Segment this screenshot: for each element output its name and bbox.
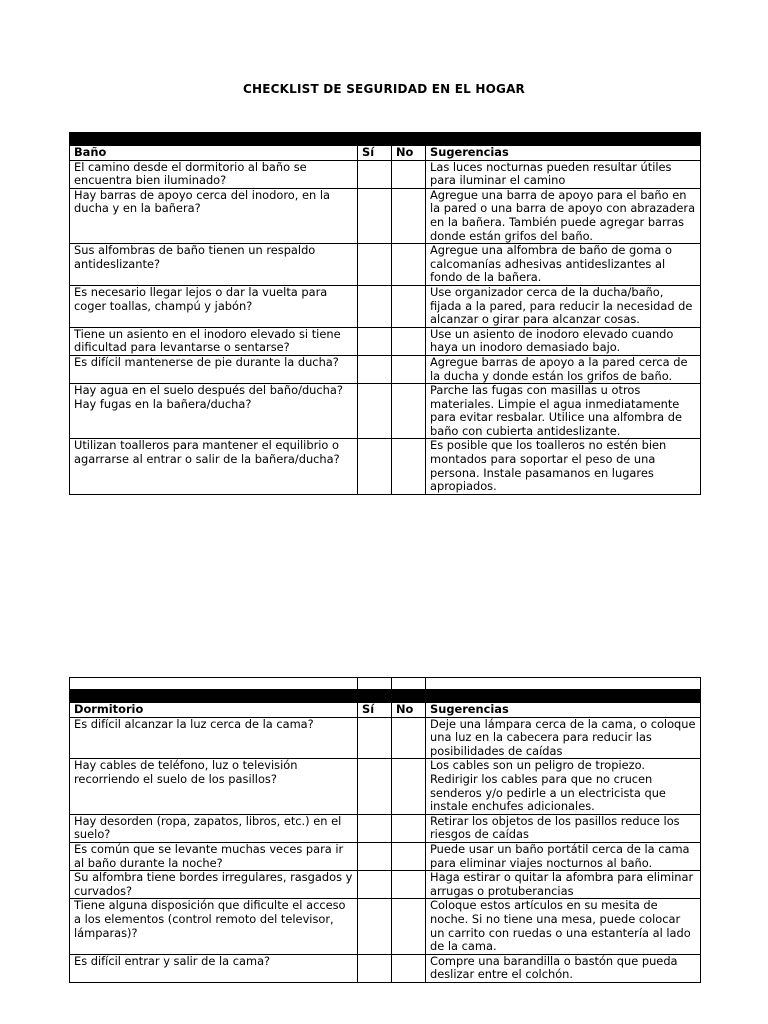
no-checkbox-cell[interactable] bbox=[392, 384, 426, 439]
table-row bbox=[70, 871, 701, 899]
header-topic: Baño bbox=[70, 146, 358, 161]
no-checkbox-cell[interactable] bbox=[392, 759, 426, 814]
no-checkbox-cell[interactable] bbox=[392, 327, 426, 355]
question-cell: Es difícil alcanzar la luz cerca de la cama? bbox=[70, 717, 358, 759]
dormitorio-checklist-table bbox=[69, 677, 701, 983]
header-yes: Sí bbox=[358, 146, 392, 161]
question-cell: Es común que se levante muchas veces para ir al baño durante la noche? bbox=[70, 842, 358, 870]
table-row bbox=[70, 954, 701, 982]
table-row bbox=[70, 355, 701, 383]
question-cell: Sus alfombras de baño tienen un respaldo antideslizante? bbox=[70, 244, 358, 286]
no-checkbox-cell[interactable] bbox=[392, 717, 426, 759]
no-checkbox-cell[interactable] bbox=[392, 160, 426, 188]
suggestion-cell: Deje una lámpara cerca de la cama, o coloque una luz en la cabecera para reducir las posibilidades de caídas bbox=[426, 717, 701, 759]
suggestion-cell: Puede usar un baño portátil cerca de la cama para eliminar viajes nocturnos al baño. bbox=[426, 842, 701, 870]
bano-checklist-table bbox=[69, 132, 701, 495]
suggestion-cell: Agregue una alfombra de baño de goma o calcomanías adhesivas antideslizantes al fondo de la bañera. bbox=[426, 244, 701, 286]
table-top-bar bbox=[70, 690, 701, 703]
header-no: No bbox=[392, 703, 426, 718]
yes-checkbox-cell[interactable] bbox=[358, 439, 392, 494]
question-cell: El camino desde el dormitorio al baño se encuentra bien iluminado? bbox=[70, 160, 358, 188]
yes-checkbox-cell[interactable] bbox=[358, 384, 392, 439]
no-checkbox-cell[interactable] bbox=[392, 954, 426, 982]
question-cell: Tiene un asiento en el inodoro elevado si tiene dificultad para levantarse o sentarse? bbox=[70, 327, 358, 355]
question-cell: Utilizan toalleros para mantener el equilibrio o agarrarse al entrar o salir de la bañera/ducha? bbox=[70, 439, 358, 494]
table-row bbox=[70, 188, 701, 243]
table-empty-row bbox=[70, 678, 701, 690]
yes-checkbox-cell[interactable] bbox=[358, 188, 392, 243]
question-cell: Hay cables de teléfono, luz o televisión recorriendo el suelo de los pasillos? bbox=[70, 759, 358, 814]
table-row bbox=[70, 439, 701, 494]
question-cell: Es difícil entrar y salir de la cama? bbox=[70, 954, 358, 982]
suggestion-cell: Compre una barandilla o bastón que pueda deslizar entre el colchón. bbox=[426, 954, 701, 982]
header-suggestions: Sugerencias bbox=[426, 703, 701, 718]
question-cell: Su alfombra tiene bordes irregulares, rasgados y curvados? bbox=[70, 871, 358, 899]
table-row bbox=[70, 160, 701, 188]
header-suggestions: Sugerencias bbox=[426, 146, 701, 161]
no-checkbox-cell[interactable] bbox=[392, 814, 426, 842]
yes-checkbox-cell[interactable] bbox=[358, 842, 392, 870]
yes-checkbox-cell[interactable] bbox=[358, 814, 392, 842]
no-checkbox-cell[interactable] bbox=[392, 244, 426, 286]
yes-checkbox-cell[interactable] bbox=[358, 244, 392, 286]
yes-checkbox-cell[interactable] bbox=[358, 327, 392, 355]
header-topic: Dormitorio bbox=[70, 703, 358, 718]
table-row bbox=[70, 244, 701, 286]
suggestion-cell: Las luces nocturnas pueden resultar útiles para iluminar el camino bbox=[426, 160, 701, 188]
no-checkbox-cell[interactable] bbox=[392, 439, 426, 494]
question-cell: Hay agua en el suelo después del baño/ducha? Hay fugas en la bañera/ducha? bbox=[70, 384, 358, 439]
no-checkbox-cell[interactable] bbox=[392, 188, 426, 243]
table-row bbox=[70, 899, 701, 954]
question-cell: Tiene alguna disposición que dificulte el acceso a los elementos (control remoto del televisor, lámparas)? bbox=[70, 899, 358, 954]
table-row bbox=[70, 717, 701, 759]
suggestion-cell: Es posible que los toalleros no estén bien montados para soportar el peso de una persona. Instale pasamanos en lugares apropiados. bbox=[426, 439, 701, 494]
no-checkbox-cell[interactable] bbox=[392, 899, 426, 954]
header-yes: Sí bbox=[358, 703, 392, 718]
suggestion-cell: Agregue barras de apoyo a la pared cerca de la ducha y donde están los grifos de baño. bbox=[426, 355, 701, 383]
header-no: No bbox=[392, 146, 426, 161]
yes-checkbox-cell[interactable] bbox=[358, 355, 392, 383]
yes-checkbox-cell[interactable] bbox=[358, 717, 392, 759]
table-row bbox=[70, 814, 701, 842]
yes-checkbox-cell[interactable] bbox=[358, 759, 392, 814]
question-cell: Hay barras de apoyo cerca del inodoro, en la ducha y en la bañera? bbox=[70, 188, 358, 243]
table-header-row bbox=[70, 146, 701, 161]
no-checkbox-cell[interactable] bbox=[392, 355, 426, 383]
suggestion-cell: Los cables son un peligro de tropiezo. Redirigir los cables para que no crucen senderos y/o pedirle a un electricista que instale enchufes adicionales. bbox=[426, 759, 701, 814]
table-row bbox=[70, 327, 701, 355]
table-top-bar bbox=[70, 133, 701, 146]
question-cell: Hay desorden (ropa, zapatos, libros, etc.) en el suelo? bbox=[70, 814, 358, 842]
no-checkbox-cell[interactable] bbox=[392, 285, 426, 327]
suggestion-cell: Parche las fugas con masillas u otros materiales. Limpie el agua inmediatamente para evitar resbalar. Utilice una alfombra de baño con cubierta antideslizante. bbox=[426, 384, 701, 439]
no-checkbox-cell[interactable] bbox=[392, 842, 426, 870]
suggestion-cell: Retirar los objetos de los pasillos reduce los riesgos de caídas bbox=[426, 814, 701, 842]
yes-checkbox-cell[interactable] bbox=[358, 285, 392, 327]
suggestion-cell: Coloque estos artículos en su mesita de noche. Si no tiene una mesa, puede colocar un carrito con ruedas o una estantería al lado de la cama. bbox=[426, 899, 701, 954]
document-title: CHECKLIST DE SEGURIDAD EN EL HOGAR bbox=[243, 82, 525, 96]
yes-checkbox-cell[interactable] bbox=[358, 954, 392, 982]
table-row bbox=[70, 285, 701, 327]
question-cell: Es difícil mantenerse de pie durante la ducha? bbox=[70, 355, 358, 383]
table-row bbox=[70, 842, 701, 870]
table-row bbox=[70, 759, 701, 814]
question-cell: Es necesario llegar lejos o dar la vuelta para coger toallas, champú y jabón? bbox=[70, 285, 358, 327]
suggestion-cell: Use organizador cerca de la ducha/baño, fijada a la pared, para reducir la necesidad de alcanzar o girar para alcanzar cosas. bbox=[426, 285, 701, 327]
yes-checkbox-cell[interactable] bbox=[358, 160, 392, 188]
yes-checkbox-cell[interactable] bbox=[358, 871, 392, 899]
no-checkbox-cell[interactable] bbox=[392, 871, 426, 899]
suggestion-cell: Haga estirar o quitar la afombra para eliminar arrugas o protuberancias bbox=[426, 871, 701, 899]
table-header-row bbox=[70, 703, 701, 718]
yes-checkbox-cell[interactable] bbox=[358, 899, 392, 954]
suggestion-cell: Use un asiento de inodoro elevado cuando haya un inodoro demasiado bajo. bbox=[426, 327, 701, 355]
table-row bbox=[70, 384, 701, 439]
suggestion-cell: Agregue una barra de apoyo para el baño en la pared o una barra de apoyo con abrazadera en la bañera. También puede agregar barras donde están grifos del baño. bbox=[426, 188, 701, 243]
